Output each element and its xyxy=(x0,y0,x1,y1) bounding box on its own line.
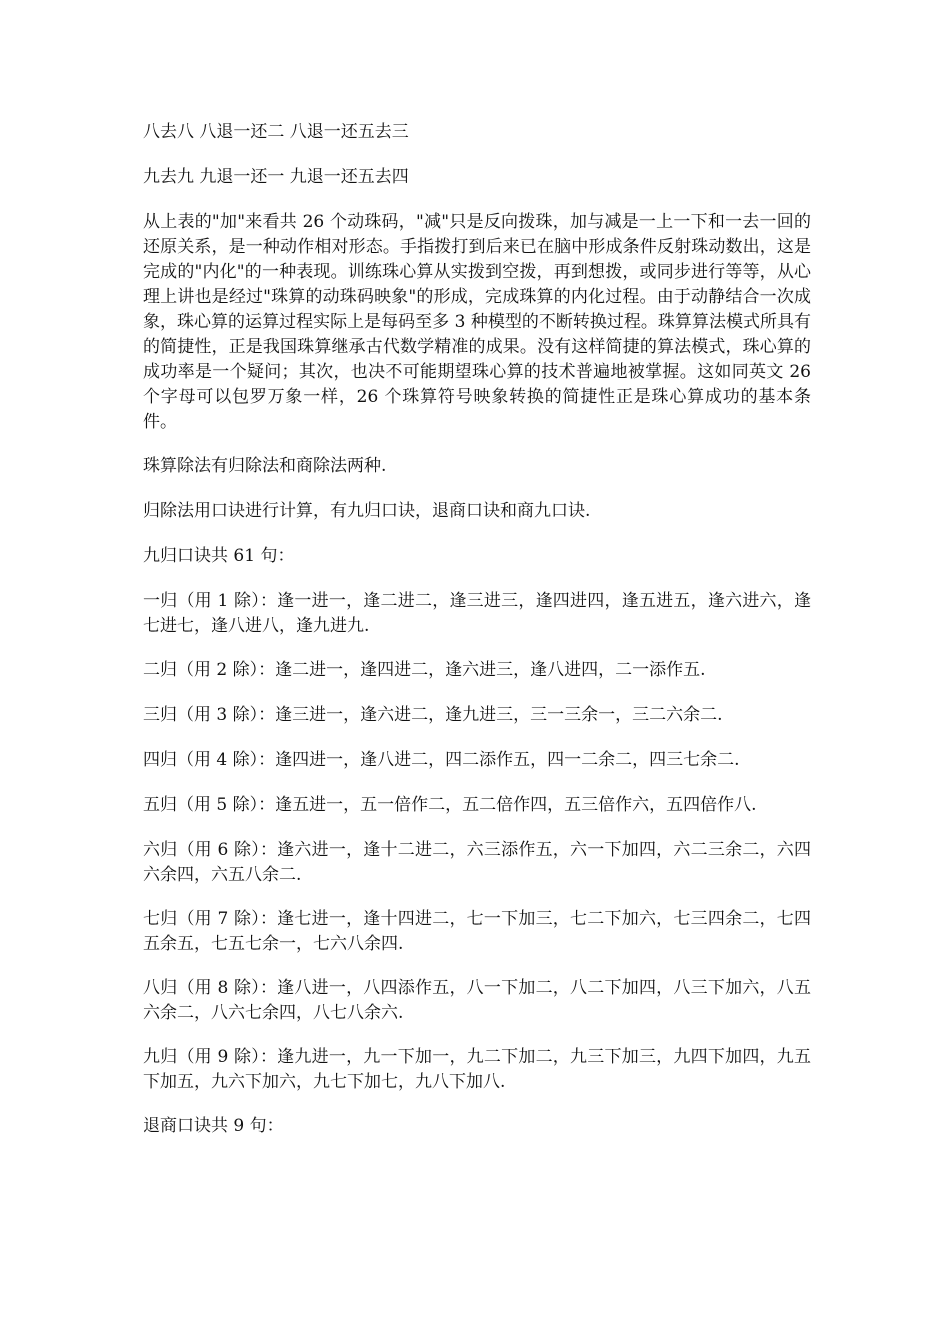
paragraph-sigui: 四归（用 4 除）：逢四进一，逢八进二，四二添作五，四一二余二，四三七余二. xyxy=(143,750,740,770)
document-body xyxy=(143,120,811,1159)
paragraph-ergui: 二归（用 2 除）：逢二进一，逢四进二，逢六进三，逢八进四，二一添作五. xyxy=(143,660,706,680)
paragraph-guichu-method: 归除法用口诀进行计算，有九归口诀，退商口诀和商九口诀. xyxy=(143,501,591,521)
paragraph-yigui: 一归（用 1 除）：逢一进一，逢二进二，逢三进三，逢四进四，逢五进五，逢六进六，逢七进七，逢八进八，逢九进九. xyxy=(143,591,811,636)
paragraph-jiugui: 九归（用 9 除）：逢九进一，九一下加一，九二下加二，九三下加三，九四下加四，九五下加五，九六下加六，九七下加七，九八下加八. xyxy=(143,1047,811,1092)
paragraph-division-methods: 珠算除法有归除法和商除法两种. xyxy=(143,456,387,476)
paragraph-sangui: 三归（用 3 除）：逢三进一，逢六进二，逢九进三，三一三余一，三二六余二. xyxy=(143,705,723,725)
paragraph-tuishang-count: 退商口诀共 9 句： xyxy=(143,1116,284,1136)
paragraph-liugui: 六归（用 6 除）：逢六进一，逢十二进二，六三添作五，六一下加四，六二三余二，六四六余四，六五八余二. xyxy=(143,840,811,885)
paragraph-wugui: 五归（用 5 除）：逢五进一，五一倍作二，五二倍作四，五三倍作六，五四倍作八. xyxy=(143,795,757,815)
paragraph-bagui: 八归（用 8 除）：逢八进一，八四添作五，八一下加二，八二下加四，八三下加六，八五六余二，八六七余四，八七八余六. xyxy=(143,978,811,1023)
paragraph-jiugui-count: 九归口诀共 61 句： xyxy=(143,546,295,566)
paragraph-jiu-subtraction-rules: 九去九 九退一还一 九退一还五去四 xyxy=(143,167,409,187)
paragraph-abacus-explanation: 从上表的"加"来看共 26 个动珠码，"减"只是反向拨珠，加与减是一上一下和一去一回的还原关系，是一种动作相对形态。手指拨打到后来已在脑中形成条件反射珠动数出，这是完成的"内化"的一种表现。训练珠心算从实拨到空拨，再到想拨，或同步进行等等，从心理上讲也是经过"珠算的动珠码映象"的形成，完成珠算的内化过程。由于动静结合一次成象，珠心算的运算过程实际上是每码至多 3 种模型的不断转换过程。珠算算法模式所具有的简捷性，正是我国珠算继承古代数学精准的成果。没有这样简捷的算法模式，珠心算的成功率是一个疑问；其次，也决不可能期望珠心算的技术普遍地被掌握。这如同英文 26 个字母可以包罗万象一样，26 个珠算符号映象转换的简捷性正是珠心算成功的基本条件。 xyxy=(143,212,811,432)
paragraph-ba-subtraction-rules: 八去八 八退一还二 八退一还五去三 xyxy=(143,122,409,142)
paragraph-qigui: 七归（用 7 除）：逢七进一，逢十四进二，七一下加三，七二下加六，七三四余二，七四五余五，七五七余一，七六八余四. xyxy=(143,909,811,954)
